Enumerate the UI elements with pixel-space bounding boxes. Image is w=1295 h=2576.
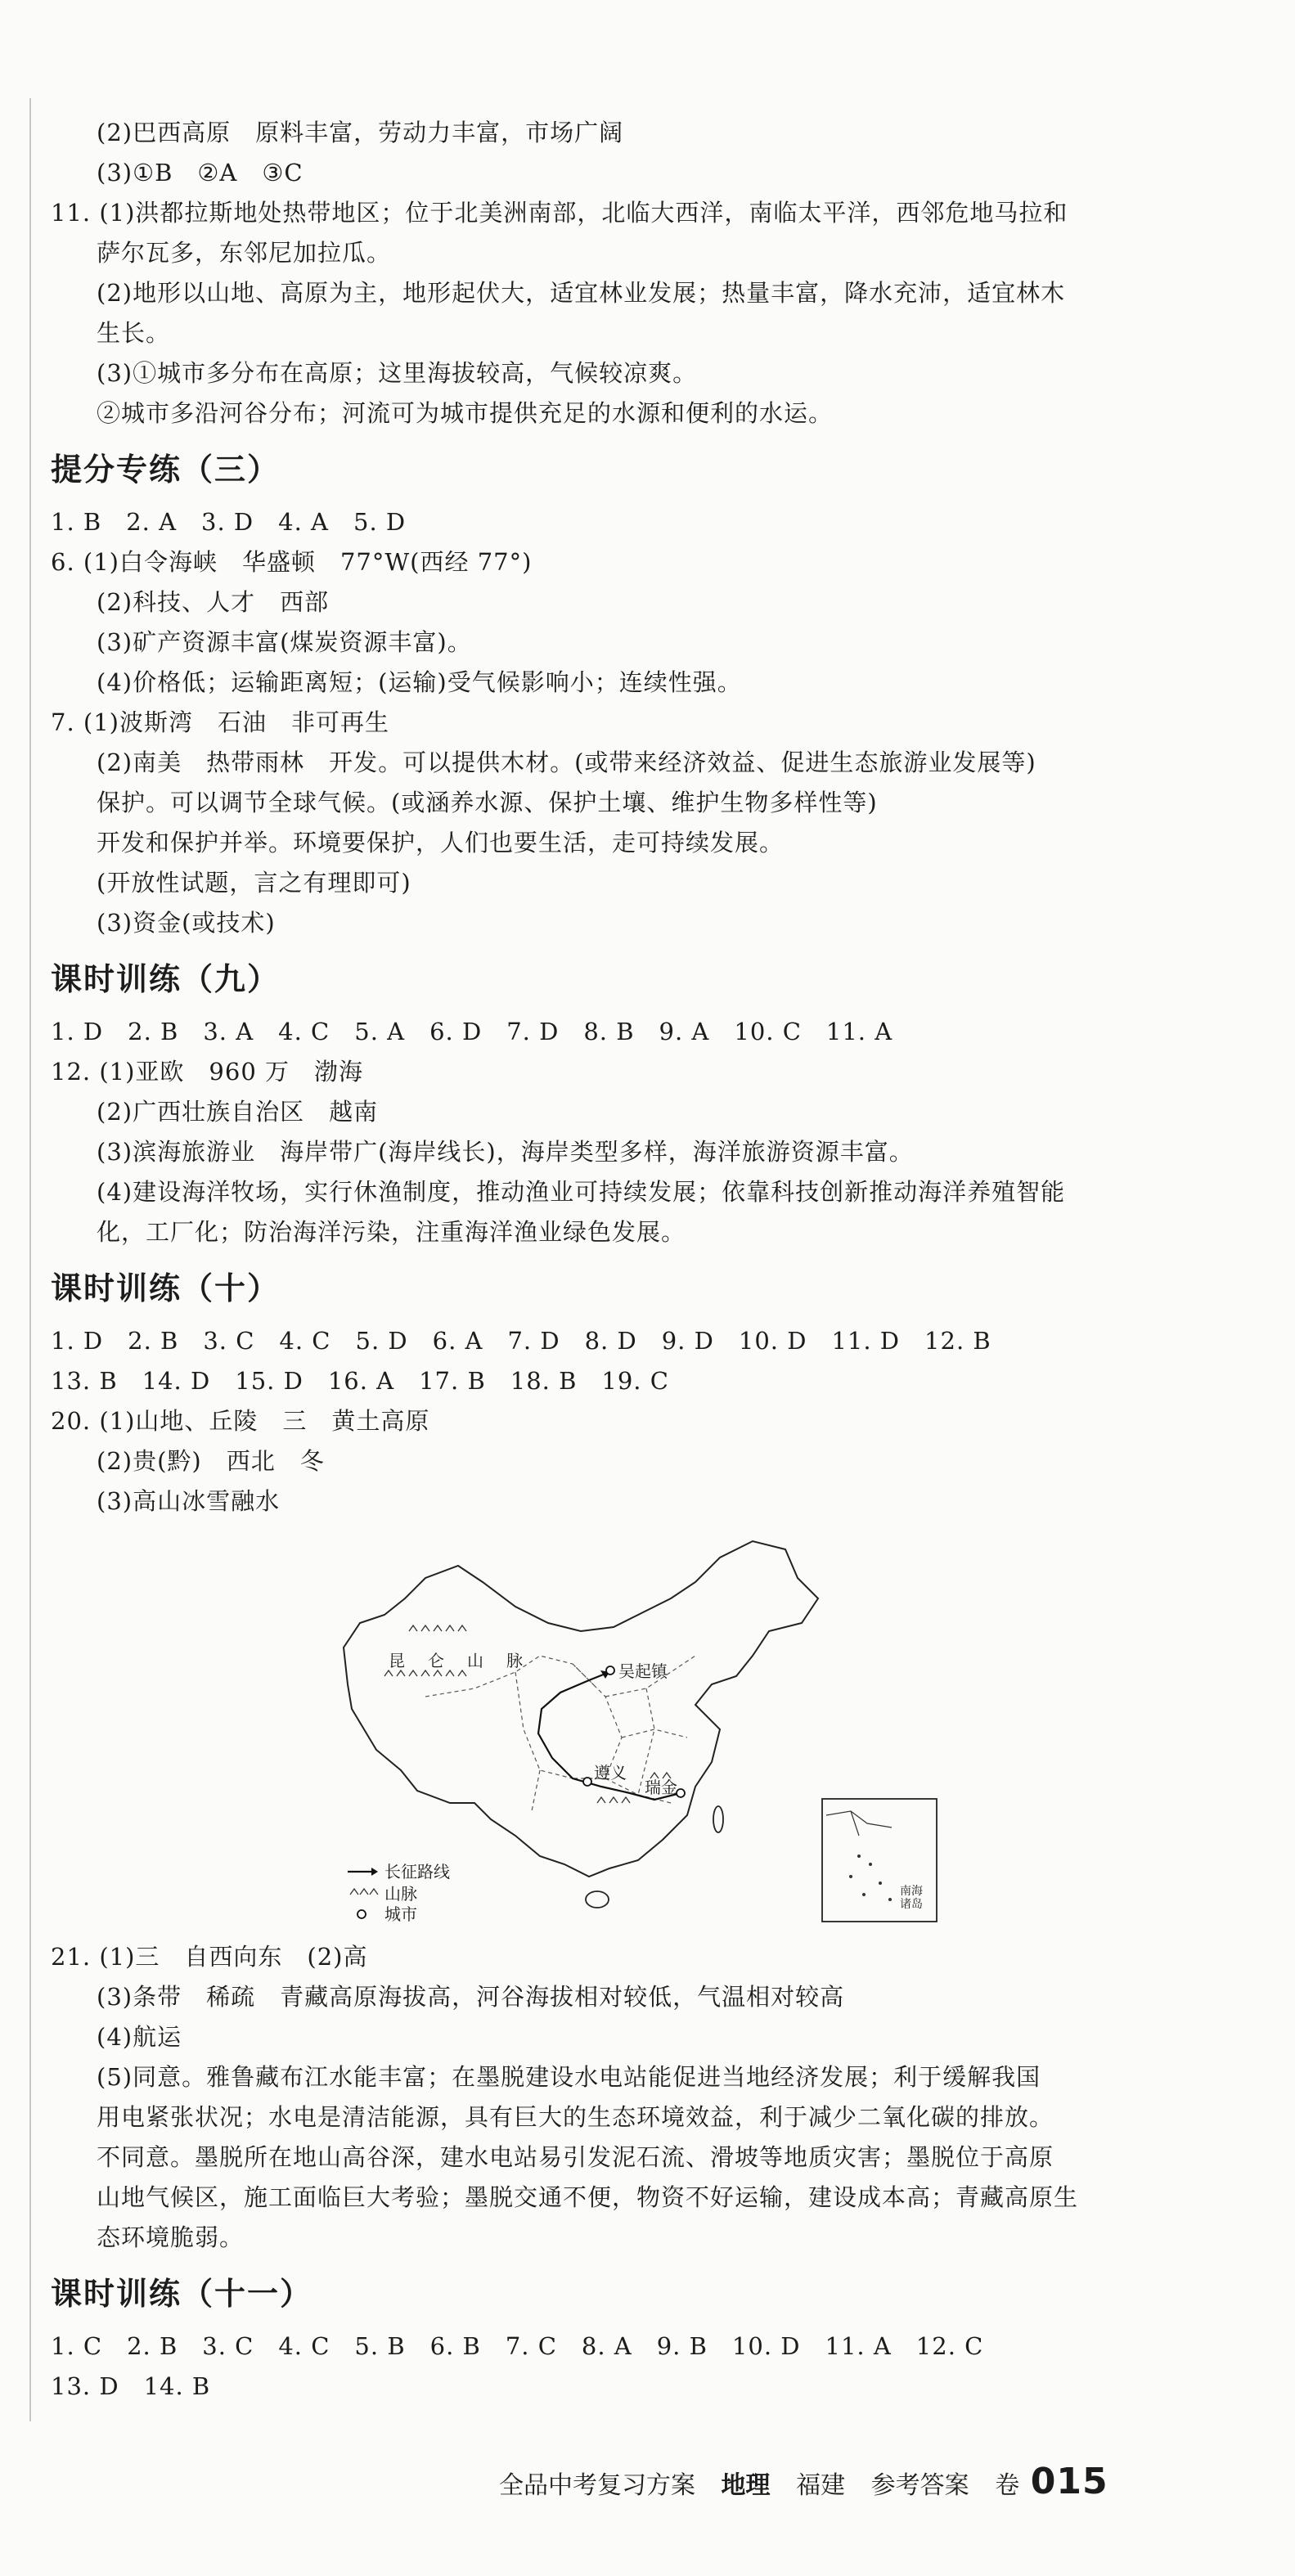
answer-line: 6. (1)白令海峡 华盛顿 77°W(西经 77°) bbox=[51, 548, 533, 576]
answer-line: ②城市多沿河谷分布；河流可为城市提供充足的水源和便利的水运。 bbox=[97, 399, 834, 427]
answer-line: (2)南美 热带雨林 开发。可以提供木材。(或带来经济效益、促进生态旅游业发展等) bbox=[97, 749, 1036, 776]
answer-line: 保护。可以调节全球气候。(或涵养水源、保护土壤、维护生物多样性等) bbox=[97, 789, 878, 816]
china-border bbox=[344, 1541, 818, 1877]
answer-line: (3)高山冰雪融水 bbox=[97, 1487, 281, 1515]
answer-line: 开发和保护并举。环境要保护，人们也要生活，走可持续发展。 bbox=[97, 829, 785, 856]
taiwan-island bbox=[713, 1806, 723, 1832]
answer-line: 山地气候区，施工面临巨大考验；墨脱交通不便，物资不好运输，建设成本高；青藏高原生 bbox=[97, 2183, 1079, 2211]
legend-mountain-label: 山脉 bbox=[384, 1884, 417, 1904]
answer-line: 用电紧张状况；水电是清洁能源，具有巨大的生态环境效益，利于减少二氧化碳的排放。 bbox=[97, 2103, 1054, 2131]
answer-line: 化，工厂化；防治海洋污染，注重海洋渔业绿色发展。 bbox=[97, 1218, 686, 1246]
answer-line: 萨尔瓦多，东邻尼加拉瓜。 bbox=[97, 239, 392, 267]
wuqi-label: 吴起镇 bbox=[618, 1661, 668, 1681]
city-wuqi bbox=[606, 1666, 614, 1675]
footer-book-title: 全品中考复习方案 bbox=[499, 2471, 695, 2500]
answer-line: 1. B 2. A 3. D 4. A 5. D bbox=[51, 508, 407, 536]
legend-city-label: 城市 bbox=[384, 1904, 417, 1924]
footer-subject: 地理 bbox=[721, 2471, 771, 2500]
legend-mountain-mark bbox=[350, 1889, 378, 1895]
answer-line: (5)同意。雅鲁藏布江水能丰富；在墨脱建设水电站能促进当地经济发展；利于缓解我国 bbox=[97, 2063, 1041, 2091]
answer-line: (2)地形以山地、高原为主，地形起伏大，适宜林业发展；热量丰富，降水充沛，适宜林木 bbox=[97, 279, 1066, 307]
answer-line: (3)滨海旅游业 海岸带广(海岸线长)，海岸类型多样，海洋旅游资源丰富。 bbox=[97, 1138, 914, 1166]
legend-route-arrow bbox=[371, 1868, 378, 1876]
section-heading: 课时训练（九） bbox=[51, 961, 281, 997]
answer-line: 13. D 14. B bbox=[51, 2372, 211, 2400]
margin-rule bbox=[29, 98, 31, 2421]
answer-line: (开放性试题，言之有理即可) bbox=[97, 869, 411, 897]
answer-line: 21. (1)三 自西向东 (2)高 bbox=[51, 1943, 368, 1971]
footer-region: 福建 bbox=[796, 2471, 846, 2500]
answer-line: 1. C 2. B 3. C 4. C 5. B 6. B 7. C 8. A 9. B 10. D 11. A 12. C bbox=[51, 2332, 984, 2360]
answer-content bbox=[51, 113, 1188, 2407]
inset-label: 南海诸岛 bbox=[900, 1885, 923, 1911]
answer-line: 20. (1)山地、丘陵 三 黄土高原 bbox=[51, 1407, 430, 1435]
city-ruijin bbox=[677, 1789, 685, 1797]
city-zunyi bbox=[583, 1778, 591, 1786]
answer-line: (2)巴西高原 原料丰富，劳动力丰富，市场广阔 bbox=[97, 119, 624, 146]
answer-line: 生长。 bbox=[97, 319, 171, 347]
answer-line: (2)贵(黔) 西北 冬 bbox=[97, 1447, 325, 1475]
ruijin-label: 瑞金 bbox=[645, 1778, 677, 1797]
answer-line: (3)①B ②A ③C bbox=[97, 159, 304, 187]
inset-coastline bbox=[826, 1811, 892, 1836]
answer-line: 不同意。墨脱所在地山高谷深，建水电站易引发泥石流、滑坡等地质灾害；墨脱位于高原 bbox=[97, 2143, 1054, 2171]
answer-line: (4)价格低；运输距离短；(运输)受气候影响小；连续性强。 bbox=[97, 668, 742, 696]
legend-city-mark bbox=[357, 1910, 366, 1918]
answer-line: 12. (1)亚欧 960 万 渤海 bbox=[51, 1058, 363, 1086]
answer-line: (4)航运 bbox=[97, 2023, 182, 2051]
answer-line: (3)资金(或技术) bbox=[97, 909, 276, 937]
legend-route-label: 长征路线 bbox=[384, 1862, 450, 1881]
page-number: 015 bbox=[1030, 2461, 1108, 2502]
section-heading: 提分专练（三） bbox=[51, 452, 281, 488]
section-heading: 课时训练（十） bbox=[51, 1270, 281, 1306]
answer-line: (3)①城市多分布在高原；这里海拔较高，气候较凉爽。 bbox=[97, 359, 698, 387]
answer-line: (3)矿产资源丰富(煤炭资源丰富)。 bbox=[97, 628, 472, 656]
inset-islands bbox=[849, 1854, 892, 1901]
answer-line: 13. B 14. D 15. D 16. A 17. B 18. B 19. C bbox=[51, 1367, 669, 1395]
answer-line: (2)广西壮族自治区 越南 bbox=[97, 1098, 379, 1126]
footer-section: 参考答案 bbox=[870, 2471, 969, 2500]
answer-line: 11. (1)洪都拉斯地处热带地区；位于北美洲南部，北临大西洋，南临太平洋，西邻危地马拉和 bbox=[51, 199, 1068, 227]
answer-line: 态环境脆弱。 bbox=[97, 2223, 245, 2251]
answer-line: 1. D 2. B 3. A 4. C 5. A 6. D 7. D 8. B 9. A 10. C 11. A bbox=[51, 1018, 893, 1045]
answer-line: 1. D 2. B 3. C 4. C 5. D 6. A 7. D 8. D 9. D 10. D 11. D 12. B bbox=[51, 1327, 991, 1355]
footer-volume: 卷 bbox=[995, 2471, 1020, 2500]
answer-line: 7. (1)波斯湾 石油 非可再生 bbox=[51, 708, 389, 736]
section-heading: 课时训练（十一） bbox=[51, 2276, 313, 2312]
hainan-island bbox=[586, 1891, 609, 1908]
page-footer bbox=[499, 2462, 1108, 2506]
kunlun-label: 昆 仑 山 脉 bbox=[389, 1651, 526, 1670]
answer-line: (3)条带 稀疏 青藏高原海拔高，河谷海拔相对较低，气温相对较高 bbox=[97, 1983, 845, 2011]
long-march-map bbox=[327, 1533, 941, 1926]
answer-line: (2)科技、人才 西部 bbox=[97, 588, 330, 616]
answer-line: (4)建设海洋牧场，实行休渔制度，推动渔业可持续发展；依靠科技创新推动海洋养殖智能 bbox=[97, 1178, 1066, 1206]
zunyi-label: 遵义 bbox=[594, 1763, 627, 1783]
